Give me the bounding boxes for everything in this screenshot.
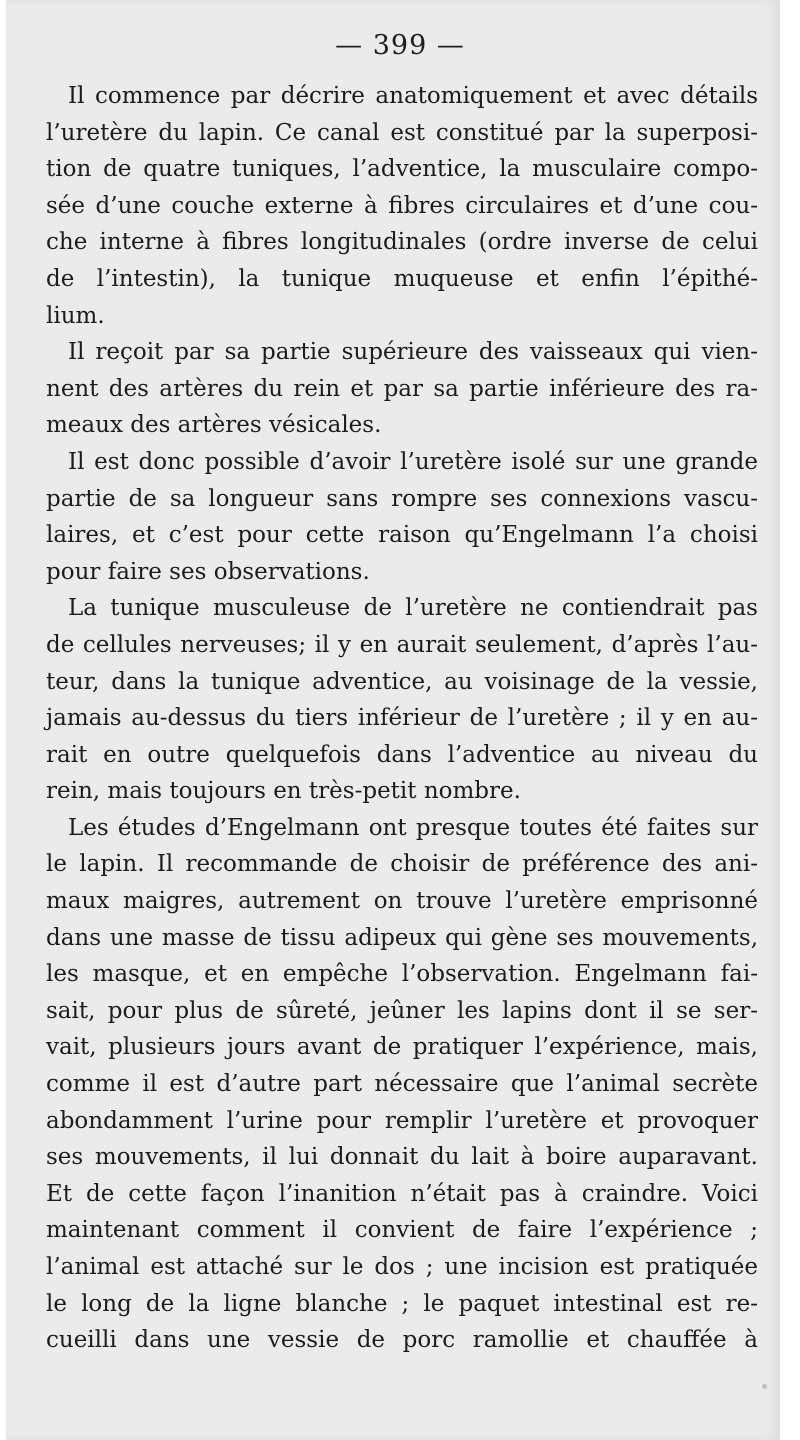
paper-speck: [762, 1384, 767, 1389]
text-line: maintenant comment il convient de faire l’expérience ;: [46, 1217, 758, 1244]
paragraph-1: [46, 78, 758, 334]
paragraph-2: [46, 334, 758, 444]
paragraph-4: [46, 590, 758, 810]
paragraph-3: [46, 444, 758, 590]
text-line: ses mouvements, il lui donnait du lait à boire auparavant.: [46, 1144, 758, 1171]
text-line: sée d’une couche externe à fibres circulaires et d’une cou-: [46, 192, 758, 219]
text-line: abondamment l’urine pour remplir l’uretère et provoquer: [46, 1107, 758, 1134]
text-line: le long de la ligne blanche ; le paquet intestinal est re-: [46, 1290, 758, 1317]
text-line: comme il est d’autre part nécessaire que l’animal secrète: [46, 1071, 758, 1098]
text-line: Et de cette façon l’inanition n’était pas à craindre. Voici: [46, 1180, 758, 1207]
text-line: Les études d’Engelmann ont presque toutes été faites sur: [68, 814, 758, 841]
text-line: La tunique musculeuse de l’uretère ne contiendrait pas: [68, 595, 758, 622]
text-line: dans une masse de tissu adipeux qui gène ses mouvements,: [46, 924, 758, 951]
paragraph-5: [46, 810, 758, 1359]
page-edge: [780, 0, 800, 1440]
text-line: tion de quatre tuniques, l’adventice, la musculaire compo-: [46, 156, 758, 183]
text-line: cueilli dans une vessie de porc ramollie et chauffée à: [46, 1327, 758, 1354]
text-line: Il reçoit par sa partie supérieure des vaisseaux qui vien-: [68, 339, 758, 366]
text-line: l’animal est attaché sur le dos ; une incision est pratiquée: [46, 1254, 758, 1280]
text-line: Il commence par décrire anatomiquement et avec détails: [68, 83, 758, 109]
text-line: de cellules nerveuses; il y en aurait seulement, d’après l’au-: [46, 631, 758, 658]
text-line: les masque, et en empêche l’observation. Engelmann fai-: [46, 961, 758, 988]
text-line: nent des artères du rein et par sa partie inférieure des ra-: [46, 375, 758, 402]
text-line: jamais au-dessus du tiers inférieur de l’uretère ; il y en au-: [46, 705, 758, 732]
text-line: che interne à fibres longitudinales (ordre inverse de celui: [46, 229, 758, 256]
text-line: rein, mais toujours en très-petit nombre.: [46, 778, 521, 805]
text-line: pour faire ses observations.: [46, 558, 370, 585]
text-line: lium.: [46, 302, 105, 329]
text-line: Il est donc possible d’avoir l’uretère isolé sur une grande: [68, 448, 758, 475]
text-line: l’uretère du lapin. Ce canal est constitué par la superposi-: [46, 119, 758, 146]
text-line: sait, pour plus de sûreté, jeûner les lapins dont il se ser-: [46, 997, 758, 1024]
text-line: teur, dans la tunique adventice, au voisinage de la vessie,: [46, 668, 758, 695]
text-line: maux maigres, autrement on trouve l’uretère emprisonné: [46, 888, 758, 915]
text-line: vait, plusieurs jours avant de pratiquer l’expérience, mais,: [46, 1034, 758, 1061]
text-line: partie de sa longueur sans rompre ses connexions vascu-: [46, 485, 758, 512]
text-line: le lapin. Il recommande de choisir de préférence des ani-: [46, 851, 758, 878]
page-body: [46, 78, 758, 1359]
text-line: de l’intestin), la tunique muqueuse et enfin l’épithé-: [46, 265, 758, 292]
page-number: — 399 —: [335, 30, 465, 61]
text-line: laires, et c’est pour cette raison qu’Engelmann l’a choisi: [46, 522, 758, 549]
text-line: rait en outre quelquefois dans l’adventice au niveau du: [46, 741, 758, 768]
text-line: meaux des artères vésicales.: [46, 412, 382, 439]
